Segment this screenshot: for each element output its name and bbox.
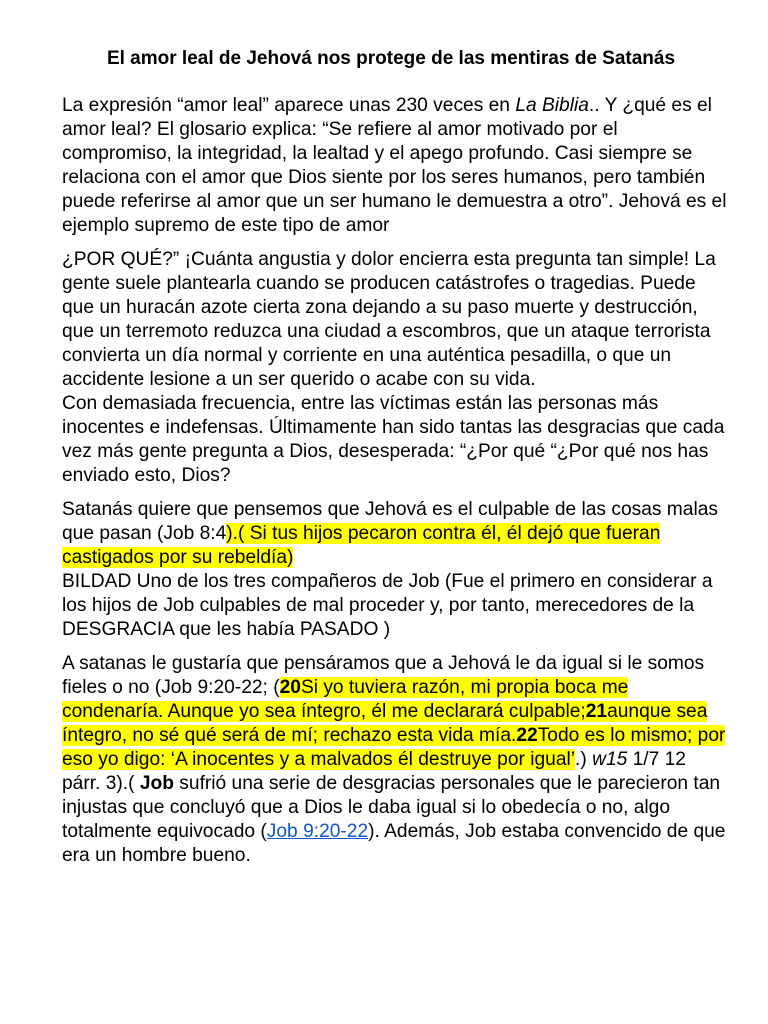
verse-number: 20 bbox=[279, 677, 301, 698]
verse-number: 21 bbox=[585, 701, 608, 722]
italic-reference: w15 bbox=[592, 749, 628, 770]
paragraph-victimas: Con demasiada frecuencia, entre las víctimas están las personas más inocentes e indefensas. Últimamente han sido tantas las desgracias que cada vez más gente pregunta a Dios, desesperada: “¿Por qué “¿Por qué nos has enviado esto, Dios? bbox=[62, 393, 725, 486]
scripture-link[interactable]: Job 9:20-22 bbox=[266, 821, 369, 842]
paragraph-bildad: BILDAD Uno de los tres compañeros de Job (Fue el primero en considerar a los hijos de Job culpables de mal proceder y, por tanto, merecedores de la DESGRACIA que les había PASADO ) bbox=[62, 571, 713, 640]
text: ). Además, Job estaba convencido de que era un hombre bueno. bbox=[62, 821, 726, 866]
paragraph-da-igual bbox=[62, 652, 728, 868]
text: Satanás quiere que pensemos que Jehová es el culpable de las cosas malas que pasan (Job 8:4 bbox=[62, 499, 718, 544]
text: .. Y ¿qué es el amor leal? El glosario explica: “Se refiere al amor motivado por el compromiso, la integridad, la lealtad y el apego profundo. Casi siempre se relaciona con el amor que Dios siente por los seres humanos, pero también puede referirse al amor que un ser humano le demuestra a otro”. Jehová es el ejemplo supremo de este tipo de amor bbox=[62, 95, 727, 236]
verse-number: 22 bbox=[516, 725, 538, 746]
paragraph-por-que: ¿POR QUÉ?” ¡Cuánta angustia y dolor encierra esta pregunta tan simple! La gente suele plantearla cuando se producen catástrofes o tragedias. Puede que un huracán azote cierta zona dejando a su paso muerte y destrucción, que un terremoto reduzca una ciudad a escombros, que un ataque terrorista convierta un día normal y corriente en una auténtica pesadilla, o que un accidente lesione a un ser querido o acabe con su vida. bbox=[62, 249, 716, 390]
document-title: El amor leal de Jehová nos protege de las mentiras de Satanás bbox=[106, 48, 676, 69]
text: .) bbox=[575, 749, 593, 770]
paragraph-amor-leal bbox=[62, 94, 728, 238]
italic-text: La Biblia bbox=[515, 95, 589, 116]
text: 1/7 12 párr. 3).( bbox=[62, 749, 686, 794]
bold-text: Job bbox=[139, 773, 174, 794]
text: sufrió una serie de desgracias personales que le parecieron tan injustas que concluyó que a Dios le daba igual si lo obedecía o no, algo totalmente equivocado ( bbox=[62, 773, 721, 842]
paragraph-satanas-culpable bbox=[62, 498, 728, 570]
text: A satanas le gustaría que pensáramos que a Jehová le da igual si le somos fieles o no (Job 9:20-22; ( bbox=[62, 653, 705, 698]
highlighted-scripture: 20Si yo tuviera razón, mi propia boca me condenaría. Aunque yo sea íntegro, él me declarará culpable;21aunque sea íntegro, no sé qué será de mí; rechazo esta vida mía.22Todo es lo mismo; por eso yo digo: ‘A inocentes y a malvados él destruye por igual’ bbox=[62, 677, 726, 770]
text: La expresión “amor leal” aparece unas 230 veces en bbox=[62, 95, 516, 116]
highlighted-text: ).( Si tus hijos pecaron contra él, él dejó que fueran castigados por su rebeldía) bbox=[62, 523, 661, 568]
